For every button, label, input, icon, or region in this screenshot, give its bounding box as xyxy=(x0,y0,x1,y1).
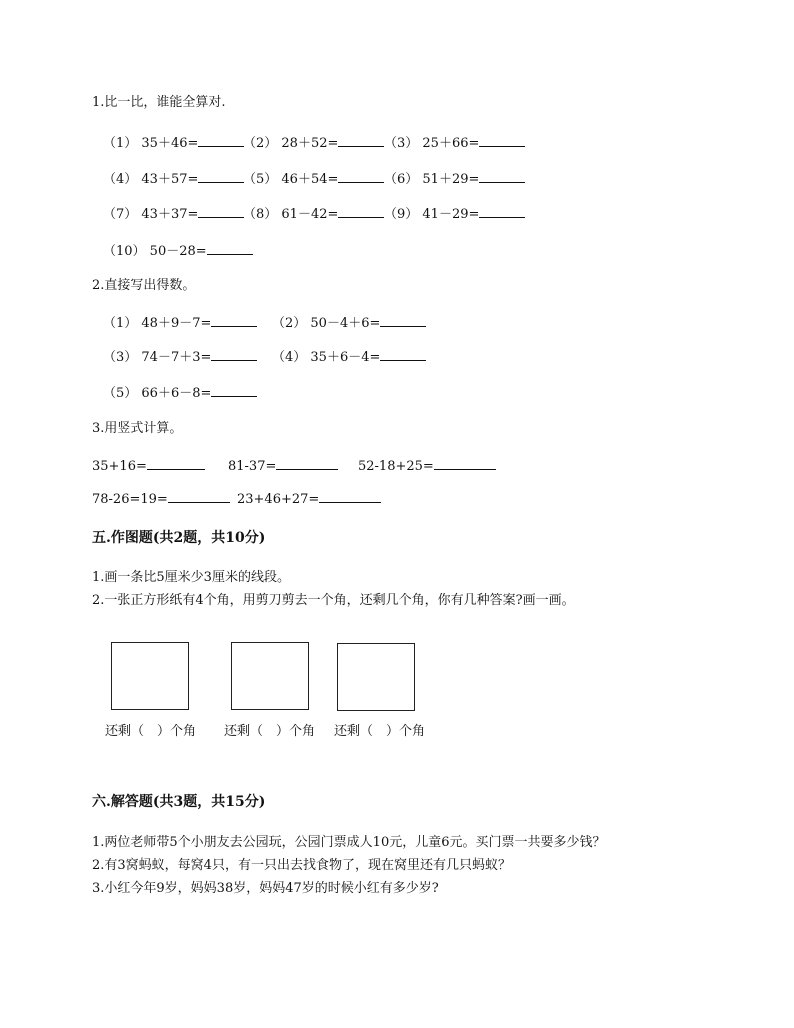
exercise-text: （1） 35＋46= xyxy=(103,136,199,151)
answer-blank[interactable] xyxy=(338,204,384,218)
part-6-heading: 六.解答题(共3题，共15分) xyxy=(92,794,266,810)
exercise-item xyxy=(237,489,381,509)
answer-blank[interactable] xyxy=(147,456,205,470)
exercise-item xyxy=(384,133,525,153)
answer-blank[interactable] xyxy=(198,169,244,183)
exercise-text: （6） 51＋29= xyxy=(384,172,480,187)
exercise-text: （3） 25＋66= xyxy=(384,136,480,151)
question-text: 3.小红今年9岁，妈妈38岁，妈妈47岁的时候小红有多少岁? xyxy=(92,881,439,896)
question-text: 1.画一条比5厘米少3厘米的线段。 xyxy=(92,570,290,585)
exercise-item xyxy=(103,383,257,403)
exercise-text: （5） 66＋6－8= xyxy=(103,386,212,401)
question-text: 1.两位老师带5个小朋友去公园玩，公园门票成人10元，儿童6元。买门票一共要多少钱？ xyxy=(92,835,606,850)
exercise-text: （5） 46＋54= xyxy=(243,172,339,187)
answer-blank[interactable] xyxy=(168,489,230,503)
exercise-text: （2） 28＋52= xyxy=(243,136,339,151)
exercise-text: （10） 50－28= xyxy=(103,244,207,259)
exercise-text: 35+16= xyxy=(92,459,147,474)
exercise-text: （1） 48＋9－7= xyxy=(103,316,212,331)
exercise-item xyxy=(384,169,525,189)
exercise-item xyxy=(103,204,244,224)
exercise-item xyxy=(358,456,496,476)
exercise-text: （4） 35＋6－4= xyxy=(272,350,381,365)
exercise-item xyxy=(272,347,426,367)
answer-blank[interactable] xyxy=(319,489,381,503)
exercise-item xyxy=(103,313,257,333)
square-caption: 还剩（ ）个角 xyxy=(334,724,426,739)
square-caption: 还剩（ ）个角 xyxy=(224,724,316,739)
exercise-item xyxy=(243,133,384,153)
exercise-text: 78-26=19= xyxy=(92,492,168,507)
exercise-item xyxy=(103,133,244,153)
answer-blank[interactable] xyxy=(338,133,384,147)
answer-blank[interactable] xyxy=(434,456,496,470)
section-2-title: 2.直接写出得数。 xyxy=(92,278,196,293)
square-drawing-box[interactable] xyxy=(337,643,415,711)
answer-blank[interactable] xyxy=(276,456,338,470)
answer-blank[interactable] xyxy=(198,133,244,147)
part-5-heading: 五.作图题(共2题，共10分) xyxy=(92,530,266,546)
exercise-item xyxy=(103,241,253,261)
exercise-item xyxy=(243,204,384,224)
exercise-text: （2） 50－4＋6= xyxy=(272,316,381,331)
exercise-item xyxy=(243,169,384,189)
exercise-item xyxy=(103,347,257,367)
answer-blank[interactable] xyxy=(338,169,384,183)
exercise-item xyxy=(92,489,230,509)
answer-blank[interactable] xyxy=(380,313,426,327)
answer-blank[interactable] xyxy=(211,383,257,397)
question-text: 2.一张正方形纸有4个角，用剪刀剪去一个角，还剩几个角，你有几种答案?画一画。 xyxy=(92,593,575,608)
exercise-text: 52-18+25= xyxy=(358,459,434,474)
exercise-item xyxy=(92,456,205,476)
square-drawing-box[interactable] xyxy=(231,642,309,710)
exercise-item xyxy=(272,313,426,333)
exercise-text: 81-37= xyxy=(228,459,277,474)
exercise-text: （8） 61－42= xyxy=(243,207,339,222)
question-text: 2.有3窝蚂蚁，每窝4只，有一只出去找食物了，现在窝里还有几只蚂蚁？ xyxy=(92,858,511,873)
answer-blank[interactable] xyxy=(479,204,525,218)
section-3-title: 3.用竖式计算。 xyxy=(92,421,183,436)
answer-blank[interactable] xyxy=(211,347,257,361)
exercise-text: （3） 74－7＋3= xyxy=(103,350,212,365)
exercise-text: （7） 43＋37= xyxy=(103,207,199,222)
answer-blank[interactable] xyxy=(479,169,525,183)
answer-blank[interactable] xyxy=(207,241,253,255)
answer-blank[interactable] xyxy=(479,133,525,147)
answer-blank[interactable] xyxy=(198,204,244,218)
exercise-item xyxy=(103,169,244,189)
exercise-text: 23+46+27= xyxy=(237,492,320,507)
answer-blank[interactable] xyxy=(380,347,426,361)
square-caption: 还剩（ ）个角 xyxy=(105,724,197,739)
exercise-text: （4） 43＋57= xyxy=(103,172,199,187)
exercise-item xyxy=(384,204,525,224)
section-1-title: 1.比一比，谁能全算对. xyxy=(92,95,226,110)
exercise-item xyxy=(228,456,338,476)
answer-blank[interactable] xyxy=(211,313,257,327)
square-drawing-box[interactable] xyxy=(111,642,189,710)
exercise-text: （9） 41－29= xyxy=(384,207,480,222)
